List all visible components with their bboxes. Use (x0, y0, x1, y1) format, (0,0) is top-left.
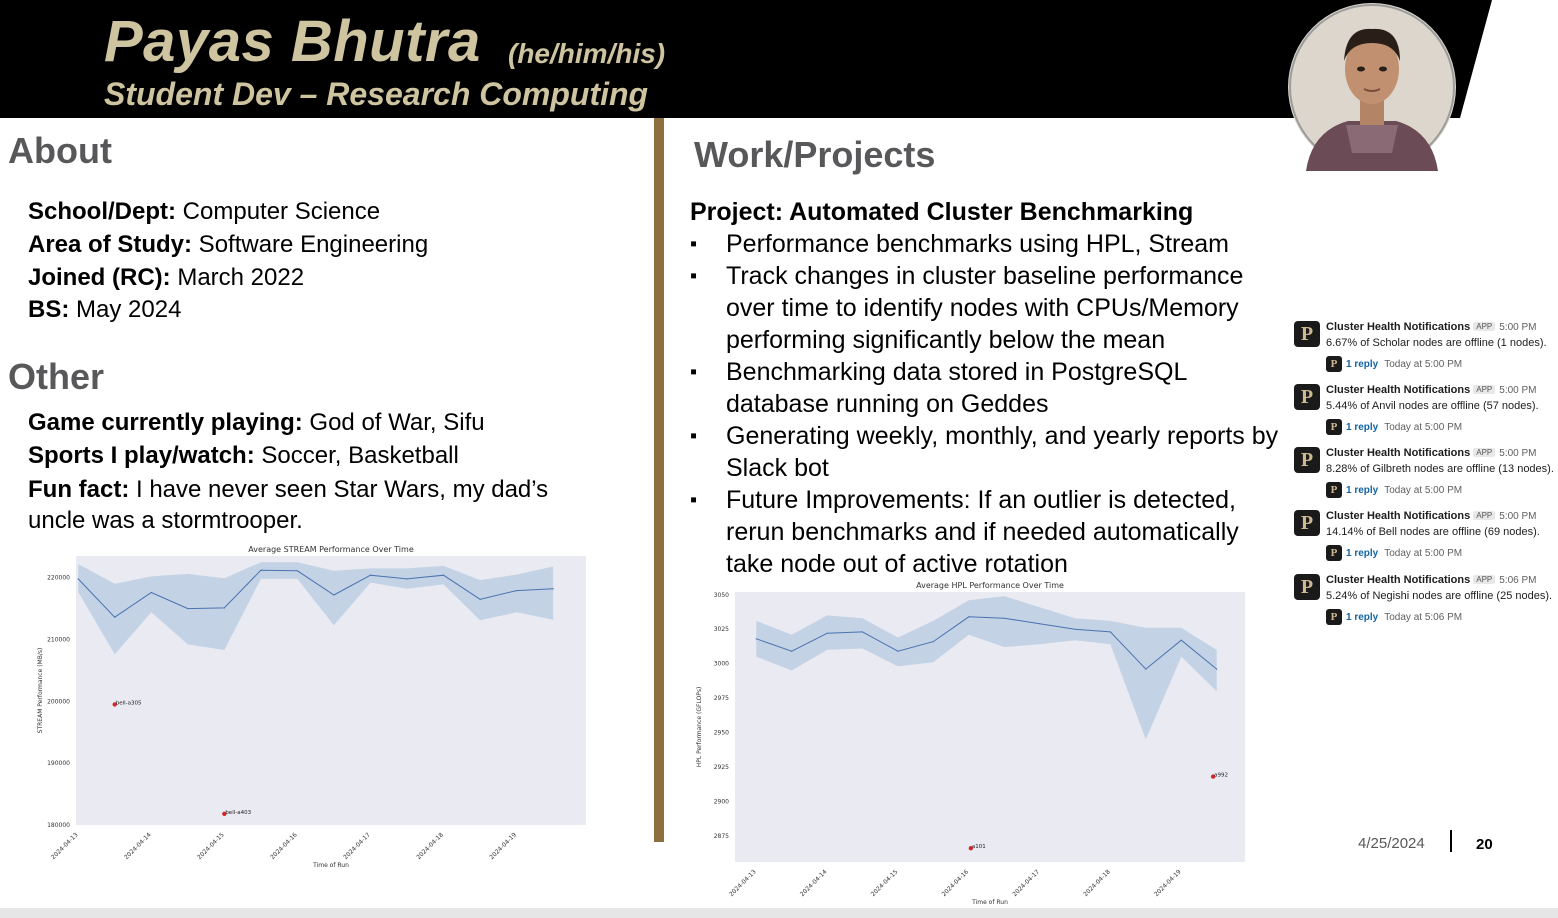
x-axis-label: Time of Run (313, 862, 349, 869)
notification-message: 8.28% of Gilbreth nodes are offline (13 nodes). (1326, 463, 1554, 475)
reply-link[interactable]: 1 reply (1346, 358, 1379, 370)
purdue-p-icon: P (1326, 545, 1342, 561)
message-time: 5:00 PM (1499, 385, 1537, 396)
data-point (443, 575, 444, 576)
profile-photo (1288, 3, 1456, 171)
data-point (862, 631, 863, 632)
bottom-strip (0, 908, 1558, 918)
message-time: 5:00 PM (1499, 322, 1537, 333)
other-heading: Other (8, 356, 105, 397)
reply-time: Today at 5:00 PM (1384, 547, 1463, 559)
y-tick-label: 220000 (47, 574, 70, 582)
data-point (897, 651, 898, 652)
outlier-label: bell-a403 (225, 809, 252, 816)
project-bullet: ▪ Future Improvements: If an outlier is detected, rerun benchmarks and if needed automatically take node out of active rotation (690, 484, 1286, 580)
y-axis-label: HPL Performance (GFLOPs) (696, 686, 703, 768)
about-heading: About (8, 130, 112, 171)
slide-number: 20 (1476, 836, 1493, 853)
app-badge: APP (1473, 322, 1495, 331)
work-heading: Work/Projects (694, 134, 936, 175)
y-tick-label: 180000 (47, 822, 70, 829)
data-point (114, 617, 115, 618)
project-bullets (690, 228, 1290, 580)
reply-time: Today at 5:06 PM (1384, 611, 1463, 623)
x-tick-label: 2024-04-13 (49, 831, 80, 862)
y-tick-label: 2925 (713, 763, 729, 771)
about-row: BS: May 2024 (28, 296, 182, 323)
reply-link[interactable]: 1 reply (1346, 421, 1379, 433)
sender-name: Cluster Health Notifications (1326, 321, 1471, 333)
app-badge: APP (1473, 511, 1495, 520)
chart-title: Average STREAM Performance Over Time (248, 545, 414, 554)
purdue-p-icon: P (1326, 482, 1342, 498)
data-point (187, 608, 188, 609)
data-point (1004, 618, 1005, 619)
sender-name: Cluster Health Notifications (1326, 384, 1471, 396)
y-tick-label: 200000 (47, 698, 70, 706)
outlier-label: a992 (1214, 772, 1228, 779)
data-point (1074, 629, 1075, 630)
y-tick-label: 2950 (713, 729, 729, 737)
x-tick-label: 2024-04-18 (415, 831, 445, 862)
data-point (968, 616, 969, 617)
data-point (1039, 623, 1040, 624)
other-row: Sports I play/watch: Soccer, Basketball (28, 442, 459, 469)
data-point (791, 651, 792, 652)
x-tick-label: 2024-04-18 (1082, 868, 1112, 899)
footer-separator (1450, 830, 1452, 852)
purdue-p-icon: P (1294, 447, 1320, 473)
purdue-p-icon: P (1294, 574, 1320, 600)
y-axis-label: STREAM Performance (MB/s) (37, 647, 44, 734)
y-tick-label: 3025 (713, 626, 729, 634)
y-tick-label: 210000 (47, 636, 70, 644)
data-point (78, 578, 79, 579)
presenter-name: Payas Bhutra (104, 9, 481, 74)
data-point (479, 599, 480, 600)
notification-message: 5.24% of Negishi nodes are offline (25 nodes). (1326, 590, 1553, 602)
purdue-p-icon: P (1326, 356, 1342, 372)
x-tick-label: 2024-04-16 (940, 868, 971, 899)
app-badge: APP (1473, 385, 1495, 394)
slide-date: 4/25/2024 (1358, 835, 1425, 852)
data-point (151, 592, 152, 593)
x-tick-label: 2024-04-17 (1011, 868, 1041, 899)
notification-message: 14.14% of Bell nodes are offline (69 nodes). (1326, 526, 1540, 538)
y-tick-label: 3050 (713, 591, 729, 599)
x-tick-label: 2024-04-14 (798, 868, 829, 899)
x-tick-label: 2024-04-19 (488, 831, 519, 862)
data-point (224, 607, 225, 608)
project-bullet: ▪ Benchmarking data stored in PostgreSQL database running on Geddes (690, 356, 1246, 420)
purdue-p-icon: P (1326, 609, 1342, 625)
message-time: 5:00 PM (1499, 448, 1537, 459)
about-row: School/Dept: Computer Science (28, 198, 381, 225)
y-tick-label: 2875 (713, 832, 729, 840)
reply-time: Today at 5:00 PM (1384, 484, 1463, 496)
notification-message: 6.67% of Scholar nodes are offline (1 nodes). (1326, 337, 1547, 349)
x-tick-label: 2024-04-13 (728, 868, 758, 899)
data-point (553, 588, 554, 589)
x-tick-label: 2024-04-14 (123, 831, 153, 862)
hpl-performance-chart (696, 576, 1250, 906)
data-point (1110, 631, 1111, 632)
sender-name: Cluster Health Notifications (1326, 447, 1471, 459)
data-point (933, 641, 934, 642)
sender-name: Cluster Health Notifications (1326, 574, 1471, 586)
x-tick-label: 2024-04-17 (342, 831, 372, 862)
data-point (1216, 669, 1217, 670)
message-time: 5:00 PM (1499, 511, 1537, 522)
data-point (406, 578, 407, 579)
presenter-role: Student Dev – Research Computing (104, 76, 649, 112)
chart-title: Average HPL Performance Over Time (916, 581, 1064, 590)
other-row: Fun fact: I have never seen Star Wars, my dad’s (28, 476, 549, 503)
other-row: Game currently playing: God of War, Sifu (28, 409, 485, 436)
x-tick-label: 2024-04-15 (869, 868, 900, 899)
fun-fact-continued: uncle was a stormtrooper. (28, 507, 303, 534)
section-divider (654, 118, 664, 842)
data-point (826, 633, 827, 634)
purdue-p-icon: P (1326, 419, 1342, 435)
x-tick-label: 2024-04-19 (1153, 868, 1183, 899)
reply-link[interactable]: 1 reply (1346, 547, 1379, 559)
data-point (516, 590, 517, 591)
reply-time: Today at 5:00 PM (1384, 421, 1463, 433)
reply-link[interactable]: 1 reply (1346, 611, 1379, 623)
app-badge: APP (1473, 448, 1495, 457)
purdue-p-icon: P (1294, 510, 1320, 536)
app-badge: APP (1473, 575, 1495, 584)
project-title: Project: Automated Cluster Benchmarking (690, 198, 1194, 226)
stream-performance-chart (32, 540, 592, 869)
project-bullet: ▪ Performance benchmarks using HPL, Stream (690, 228, 1290, 260)
x-tick-label: 2024-04-16 (269, 831, 299, 862)
sender-name: Cluster Health Notifications (1326, 510, 1471, 522)
message-time: 5:06 PM (1499, 575, 1537, 586)
x-tick-label: 2024-04-15 (196, 831, 226, 862)
y-tick-label: 190000 (47, 760, 70, 768)
data-point (333, 594, 334, 595)
y-tick-label: 2900 (713, 798, 729, 806)
y-tick-label: 2975 (713, 695, 729, 703)
data-point (1181, 640, 1182, 641)
reply-link[interactable]: 1 reply (1346, 484, 1379, 496)
project-bullet: ▪ Track changes in cluster baseline performance over time to identify nodes with CPUs/Memory performing significantly below the mean (690, 260, 1284, 356)
project-bullet: ▪ Generating weekly, monthly, and yearly reports by Slack bot (690, 420, 1286, 484)
notification-message: 5.44% of Anvil nodes are offline (57 nodes). (1326, 400, 1539, 412)
data-point (756, 638, 757, 639)
data-point (260, 570, 261, 571)
about-row: Area of Study: Software Engineering (28, 231, 429, 258)
outlier-label: bell-a305 (115, 700, 142, 707)
reply-time: Today at 5:00 PM (1384, 358, 1463, 370)
purdue-p-icon: P (1294, 384, 1320, 410)
data-point (370, 575, 371, 576)
y-tick-label: 3000 (713, 660, 729, 668)
data-point (1145, 669, 1146, 670)
about-row: Joined (RC): March 2022 (28, 264, 305, 291)
purdue-p-icon: P (1294, 321, 1320, 347)
presenter-pronouns: (he/him/his) (508, 38, 666, 69)
outlier-label: a101 (971, 844, 986, 851)
data-point (297, 570, 298, 571)
x-axis-label: Time of Run (972, 899, 1008, 906)
